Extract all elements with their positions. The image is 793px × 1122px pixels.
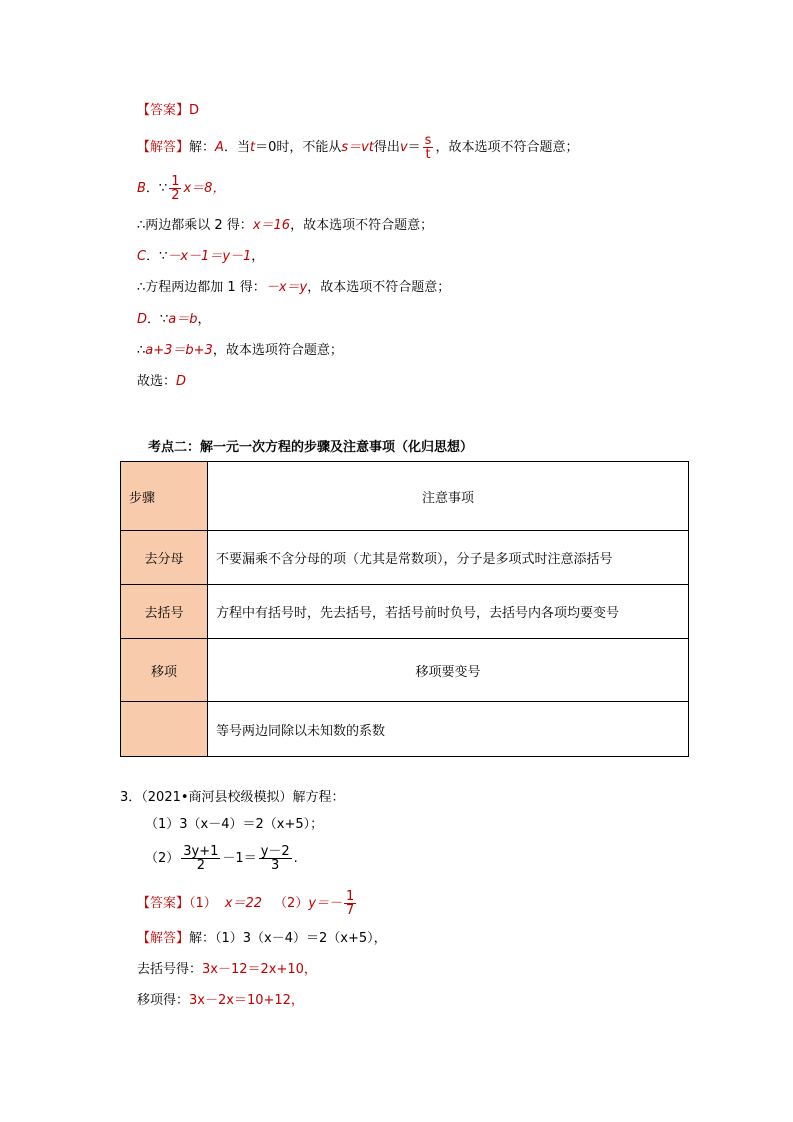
fraction-numerator: s	[424, 133, 432, 148]
fraction-denominator: 2	[196, 858, 205, 873]
text-segment: ∴	[137, 343, 146, 358]
solution-line-d2	[137, 341, 343, 361]
fraction-numerator: 1	[346, 889, 355, 904]
answer-value: D	[189, 103, 200, 118]
fraction	[259, 845, 292, 872]
section-title: 考点二：解一元一次方程的步骤及注意事项（化归思想）	[148, 440, 474, 455]
variable: t	[249, 140, 256, 155]
variable: v	[399, 140, 408, 155]
text-segment: ，故本选项不符合题意；	[307, 280, 451, 295]
solution-lead: 解：	[189, 140, 216, 155]
step-label: 移项得：	[137, 993, 190, 1008]
text-segment: ∴两边都乘以 2 得：	[137, 218, 253, 233]
solution-tag: 【解答】	[137, 140, 190, 155]
fraction	[169, 175, 181, 202]
solution-line-b2	[137, 216, 433, 236]
text-segment: ．∵	[145, 181, 168, 196]
text-segment: （1）	[189, 896, 217, 911]
table-cell-note: 移项要变号	[208, 639, 689, 702]
fraction-denominator: 3	[271, 858, 280, 873]
fraction-denominator: 7	[346, 903, 355, 918]
question-3-answer	[137, 890, 358, 917]
answer-line	[137, 101, 199, 121]
table-row	[121, 639, 689, 702]
table-cell-step	[121, 702, 208, 757]
steps-table	[120, 461, 689, 757]
text-segment: ＝0时，不能从	[255, 140, 342, 155]
text-segment: ，	[251, 249, 265, 264]
question-source: （2021•商河县校级模拟）解方程：	[141, 790, 345, 805]
question-part: （1）3（x－4）＝2（x+5）；	[145, 817, 324, 832]
table-header-row	[121, 462, 689, 531]
equation: a+3＝b+3	[145, 343, 213, 358]
table-header-step: 步骤	[121, 462, 208, 531]
question-3-heading	[120, 786, 345, 805]
answer-tag: 【答案】	[137, 103, 190, 118]
question-3-step2	[137, 991, 304, 1011]
question-3-solution	[137, 929, 387, 949]
table-cell-note: 等号两边同除以未知数的系数	[208, 702, 689, 757]
fraction-numerator: y－2	[260, 844, 290, 859]
equation: －x－1＝y－1	[167, 249, 252, 264]
table-cell-note: 不要漏乘不含分母的项（尤其是常数项），分子是多项式时注意添括号	[208, 531, 689, 585]
step-label: 去括号得：	[137, 962, 203, 977]
equation: －x＝y	[265, 280, 308, 295]
answer-tag: 【答案】	[137, 896, 190, 911]
text-segment: ，故本选项不符合题意；	[435, 140, 579, 155]
text-segment: ．∵	[146, 249, 168, 264]
solution-line-c2	[137, 278, 450, 298]
text-segment: 解：（1）3（x－4）＝2（x+5），	[189, 931, 387, 946]
solution-line-b	[137, 175, 225, 202]
equation: x＝22	[224, 896, 263, 911]
table-cell-step: 去括号	[121, 585, 208, 639]
table-row	[121, 585, 689, 639]
equation: y＝－	[308, 896, 343, 911]
table-row	[121, 531, 689, 585]
text-segment: ，故本选项不符合题意；	[290, 218, 434, 233]
fraction-denominator: 2	[171, 188, 180, 203]
fraction-denominator: t	[425, 147, 431, 162]
text-segment: 故选：	[137, 374, 177, 389]
fraction-numerator: 1	[171, 174, 180, 189]
equation: x＝8，	[183, 181, 226, 196]
table-row	[121, 702, 689, 757]
text-segment: （2）	[145, 851, 180, 866]
equation: 3x－12＝2x+10，	[202, 962, 317, 977]
text-segment: （2）	[274, 896, 309, 911]
text-segment: .	[293, 851, 298, 866]
equation: 3x－2x＝10+12，	[189, 993, 304, 1008]
question-3-part2	[145, 845, 298, 872]
text-segment: －1＝	[222, 851, 257, 866]
solution-tag: 【解答】	[137, 931, 190, 946]
solution-choice-line	[137, 372, 186, 392]
option-label-a: A	[215, 140, 224, 155]
option-label-d: D	[137, 312, 148, 327]
equation: x＝16	[252, 218, 291, 233]
text-segment: ．∵	[147, 312, 169, 327]
equation: s＝vt	[341, 140, 374, 155]
solution-line-a	[137, 134, 578, 161]
solution-line-c	[137, 247, 264, 267]
option-label-c: C	[137, 249, 147, 264]
question-3-step1	[137, 960, 317, 980]
fraction	[344, 890, 356, 917]
option-label-b: B	[137, 181, 146, 196]
equation: a＝b	[168, 312, 198, 327]
choice-value: D	[176, 374, 187, 389]
fraction-numerator: 3y+1	[183, 844, 219, 859]
table-cell-note: 方程中有括号时，先去括号，若括号前时负号，去括号内各项均要变号	[208, 585, 689, 639]
text-segment: ．当	[223, 140, 250, 155]
text-segment: ，故本选项符合题意；	[212, 343, 343, 358]
question-number: 3．	[120, 790, 142, 805]
table-header-note: 注意事项	[208, 462, 689, 531]
text-segment: ∴方程两边都加 1 得：	[137, 280, 266, 295]
text-segment: ＝	[407, 140, 421, 155]
text-segment: 得出	[373, 140, 400, 155]
table-cell-step: 移项	[121, 639, 208, 702]
solution-line-d	[137, 310, 211, 330]
fraction	[423, 134, 434, 161]
fraction	[181, 845, 220, 872]
table-cell-step: 去分母	[121, 531, 208, 585]
text-segment: ，	[197, 312, 211, 327]
question-3-part1	[145, 815, 323, 835]
